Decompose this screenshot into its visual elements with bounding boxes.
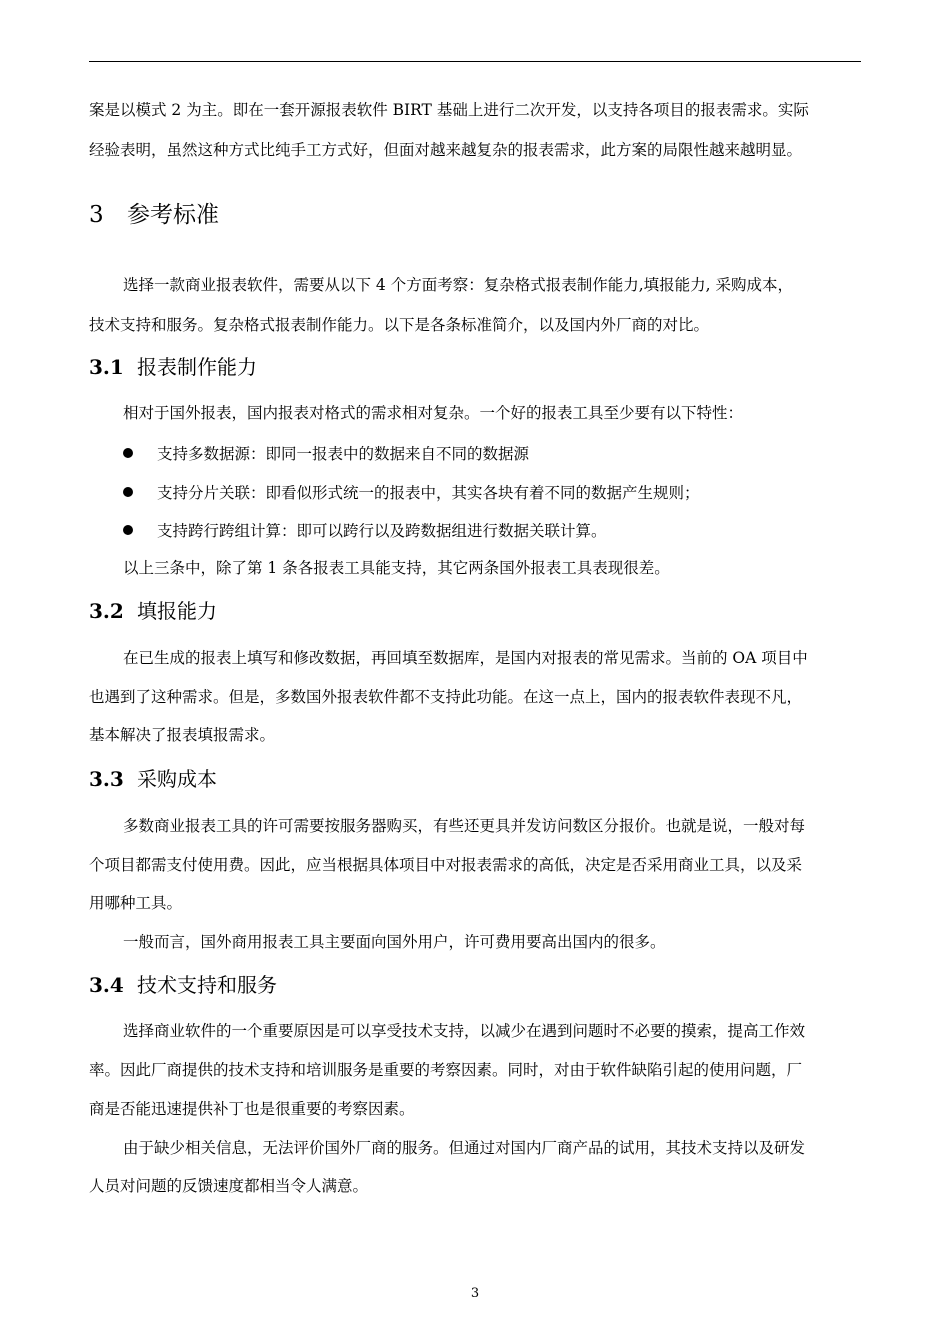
body-text-line: 选择一款商业报表软件，需要从以下 4 个方面考察：复杂格式报表制作能力,填报能力, 采购成本， (123, 276, 793, 294)
subsection-number: 3.3 (89, 767, 124, 791)
body-text-line: 人员对问题的反馈速度都相当令人满意。 (89, 1177, 369, 1195)
body-text-line: 基本解决了报表填报需求。 (89, 726, 276, 744)
subsection-heading-3-2 (89, 595, 217, 624)
body-text-line: 相对于国外报表，国内报表对格式的需求相对复杂。一个好的报表工具至少要有以下特性： (123, 404, 744, 422)
header-rule (89, 61, 861, 62)
subsection-title: 报表制作能力 (137, 355, 257, 379)
subsection-heading-3-3 (89, 763, 217, 792)
subsection-number: 3.4 (89, 973, 124, 997)
body-text-line: 一般而言，国外商用报表工具主要面向国外用户，许可费用要高出国内的很多。 (123, 933, 666, 951)
body-text-line: 也遇到了这种需求。但是，多数国外报表软件都不支持此功能。在这一点上，国内的报表软件表现不凡， (89, 688, 803, 706)
body-text-line: 以上三条中，除了第 1 条各报表工具能支持，其它两条国外报表工具表现很差。 (123, 559, 670, 577)
subsection-heading-3-4 (89, 969, 277, 998)
page-number: 3 (470, 1286, 480, 1301)
body-text-line: 在已生成的报表上填写和修改数据，再回填至数据库，是国内对报表的常见需求。当前的 OA 项目中 (123, 649, 808, 667)
body-text-line: 个项目都需支付使用费。因此，应当根据具体项目中对报表需求的高低，决定是否采用商业工具，以及采 (89, 856, 803, 874)
body-text-line: 用哪种工具。 (89, 894, 183, 912)
subsection-title: 技术支持和服务 (137, 973, 277, 997)
section-title: 参考标准 (127, 202, 219, 228)
subsection-title: 填报能力 (137, 599, 217, 623)
body-text-line: 多数商业报表工具的许可需要按服务器购买，有些还更具并发访问数区分报价。也就是说，一般对每 (123, 817, 806, 835)
body-text-line: 案是以模式 2 为主。即在一套开源报表软件 BIRT 基础上进行二次开发，以支持各项目的报表需求。实际 (89, 101, 809, 119)
bullet-item (123, 519, 607, 541)
section-number: 3 (89, 202, 104, 228)
body-text-line: 商是否能迅速提供补丁也是很重要的考察因素。 (89, 1100, 415, 1118)
bullet-text: 支持多数据源：即同一报表中的数据来自不同的数据源 (157, 445, 530, 463)
section-heading-3 (89, 196, 219, 229)
subsection-number: 3.1 (89, 355, 124, 379)
body-text-line: 率。因此厂商提供的技术支持和培训服务是重要的考察因素。同时，对由于软件缺陷引起的使用问题，厂 (89, 1061, 803, 1079)
bullet-item (123, 442, 529, 464)
bullet-icon (123, 525, 133, 535)
subsection-heading-3-1 (89, 351, 257, 380)
bullet-icon (123, 487, 133, 497)
bullet-text: 支持跨行跨组计算：即可以跨行以及跨数据组进行数据关联计算。 (157, 522, 607, 540)
bullet-item (123, 481, 700, 503)
bullet-icon (123, 448, 133, 458)
body-text-line: 经验表明，虽然这种方式比纯手工方式好，但面对越来越复杂的报表需求，此方案的局限性越来越明显。 (89, 141, 803, 159)
bullet-text: 支持分片关联：即看似形式统一的报表中，其实各块有着不同的数据产生规则； (157, 484, 700, 502)
subsection-number: 3.2 (89, 599, 124, 623)
body-text-line: 由于缺少相关信息，无法评价国外厂商的服务。但通过对国内厂商产品的试用，其技术支持以及研发 (123, 1139, 806, 1157)
body-text-line: 选择商业软件的一个重要原因是可以享受技术支持，以减少在遇到问题时不必要的摸索，提高工作效 (123, 1022, 806, 1040)
body-text-line: 技术支持和服务。复杂格式报表制作能力。以下是各条标准简介，以及国内外厂商的对比。 (89, 316, 710, 334)
subsection-title: 采购成本 (137, 767, 217, 791)
